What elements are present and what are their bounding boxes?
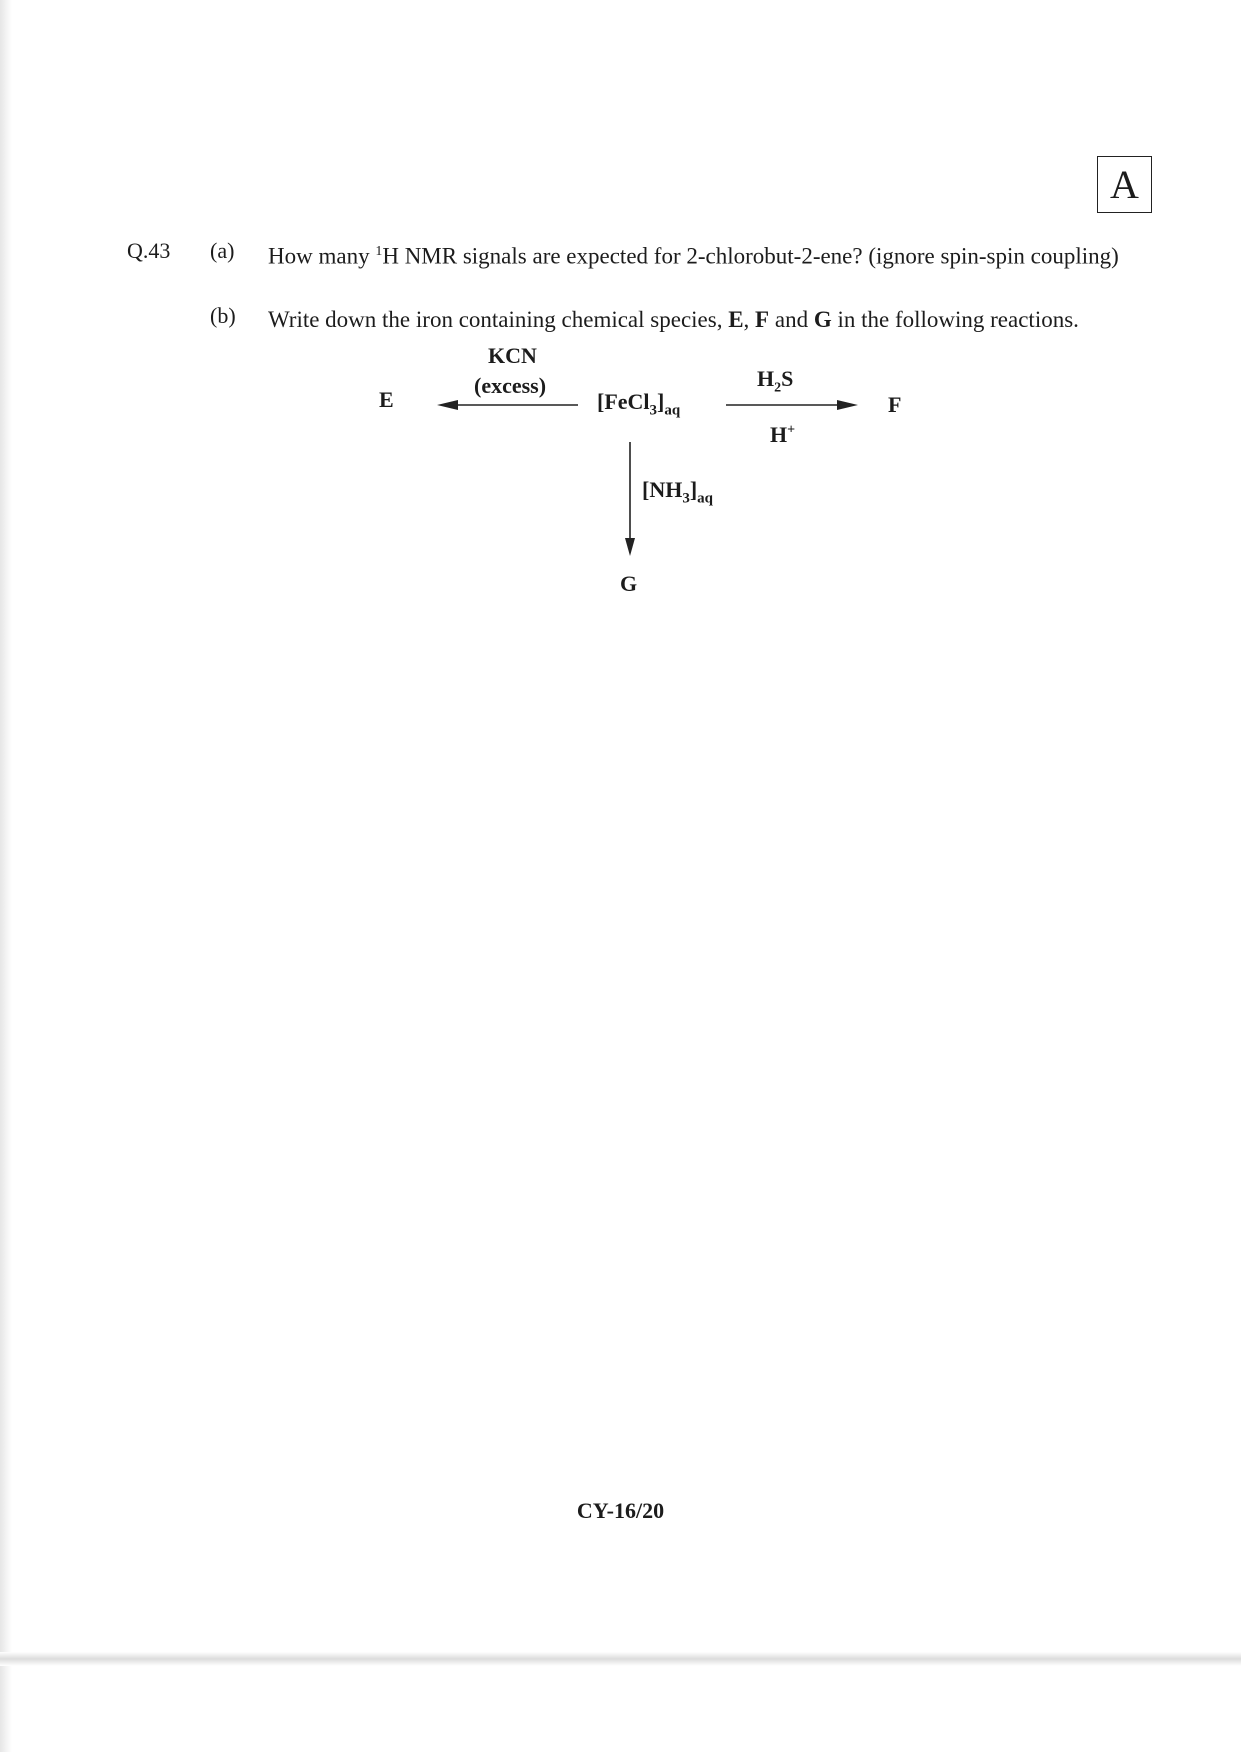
species-g: G [813, 307, 832, 332]
product-f: F [888, 392, 902, 417]
question-number: Q.43 [127, 238, 171, 263]
down-reagent: $[NH_3]_{aq}$ [642, 477, 713, 507]
down-arrow [625, 442, 635, 556]
right-reagent-bottom: H+ [770, 422, 796, 447]
left-reagent-2: (excess) [474, 373, 547, 398]
set-code: A [1110, 162, 1139, 207]
part-a-text: How many $^1$H NMR signals are expected for 2-chlorobut-2-ene? (ignore spin-spin coupling) [268, 243, 1119, 269]
product-e: E [379, 387, 394, 412]
species-e: E [728, 307, 744, 332]
part-a-label: (a) [210, 238, 235, 263]
page-footer: CY-16/20 [576, 1498, 665, 1523]
part-b-text: Write down the iron containing chemical species, E, F and G in the following reactions. [268, 307, 1079, 332]
species-f: F [755, 307, 770, 332]
product-g: G [620, 571, 638, 596]
left-arrow [437, 400, 578, 410]
part-b-label: (b) [210, 303, 236, 328]
right-arrow [726, 400, 858, 410]
right-reagent-top: $H_2S$ [757, 366, 794, 396]
isotope-superscript: 1 [375, 244, 383, 259]
left-reagent-1: KCN [488, 343, 537, 368]
reactant-fecl3: $[FeCl_3]_{aq}$ [597, 389, 681, 419]
